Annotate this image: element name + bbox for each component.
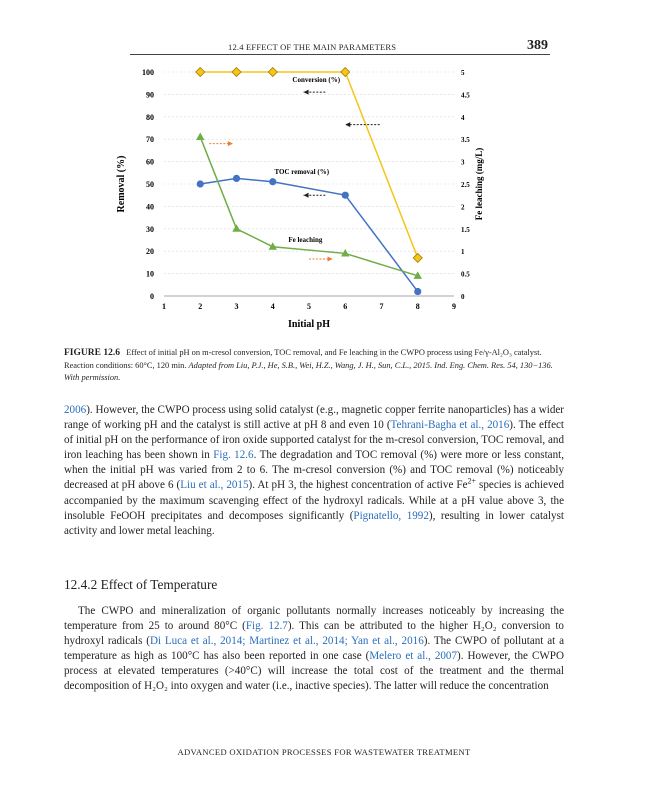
- caption-source: Adapted from Liu, P.J., He, S.B., Wei, H.Z., Wang, J. H., Sun, C.L., 2015. Ind. Eng. Chem. Res. 54, 130−136. With permission.: [64, 360, 553, 382]
- x-tick-label: 6: [343, 302, 348, 311]
- annotation-conversion: Conversion (%): [292, 76, 341, 85]
- y-right-tick-label: 4.5: [461, 91, 470, 100]
- y-right-tick-label: 0.5: [461, 270, 470, 279]
- y-right-axis-title: Fe leaching (mg/L): [474, 147, 484, 221]
- citation-link[interactable]: 2006: [64, 404, 87, 416]
- y-left-tick-label: 60: [146, 157, 154, 167]
- annotation-fe-leaching: Fe leaching: [288, 236, 323, 245]
- section-heading: 12.4.2 Effect of Temperature: [64, 577, 218, 592]
- x-tick-label: 4: [270, 302, 275, 311]
- x-tick-label: 2: [198, 302, 203, 311]
- y-left-tick-label: 80: [146, 112, 154, 122]
- toc-point: [233, 175, 240, 182]
- y-left-tick-label: 30: [146, 224, 154, 234]
- citation-link[interactable]: Di Luca et al., 2014; Martinez et al., 2014; Yan et al., 2016: [149, 635, 424, 648]
- arrow-left-axis-hint-head: [345, 122, 350, 127]
- x-tick-label: 1: [162, 302, 166, 311]
- y-left-tick-label: 50: [146, 180, 154, 189]
- y-right-tick-label: 1.5: [461, 225, 470, 234]
- y-right-tick-label: 1: [461, 248, 465, 257]
- citation-link[interactable]: Melero et al., 2007: [369, 650, 458, 663]
- x-tick-label: 7: [379, 302, 384, 311]
- y-right-tick-label: 4: [461, 113, 465, 122]
- fe-leaching-point: [232, 224, 240, 232]
- conversion-point: [341, 68, 350, 77]
- arrow-left-conversion-head: [304, 90, 309, 95]
- figure-label: FIGURE 12.6: [64, 348, 120, 358]
- text-run: . The degradation and TOC removal (%) were more or less constant, when the initial pH was varied from 2 to 6. The m-cresol conversion (%) and TOC removal (%) noticeably decreased at pH above 6 (: [64, 449, 564, 492]
- fe-leaching-point: [196, 132, 204, 140]
- text-run: species is achieved accompanied by the maximum scavenging effect of the hydroxyl radicals. While at a pH value above 3, the insoluble FeOOH precipitates and decomposes significantly (: [64, 479, 564, 522]
- text-run: ). However, the CWPO process at elevated temperatures (>40°C) will increase the total cost of the treatment and the thermal decomposition of H₂O₂ into oxygen and water (i.e., inactive species). The latter will reduce the concentration: [64, 650, 564, 693]
- y-left-tick-label: 20: [146, 247, 154, 257]
- text-run: The CWPO and mineralization of organic pollutants normally increases noticeably by increasing the temperature from 25 to around 80°C (: [64, 605, 564, 633]
- text-run: ), resulting in lower catalyst activity and lower metal leaching.: [64, 509, 565, 537]
- caption-text: Effect of initial pH on m-cresol conversion, TOC removal, and Fe leaching in the CWPO process using Fe/γ-Al₂O₃ catalyst. Reaction conditions: 60°C, 120 min.: [64, 348, 542, 370]
- toc-point: [269, 178, 276, 185]
- x-tick-label: 5: [307, 302, 311, 311]
- y-right-tick-label: 2: [461, 203, 465, 212]
- y-right-tick-label: 3: [461, 158, 465, 167]
- arrow-left-toc-head: [304, 193, 309, 198]
- figure-reference-link[interactable]: Fig. 12.7: [245, 620, 288, 633]
- y-right-tick-label: 5: [461, 69, 465, 77]
- y-left-tick-label: 100: [142, 68, 154, 77]
- text-run: ). The effect of initial pH on the performance of iron oxide supported catalyst for the m-cresol conversion, TOC removal, and iron leaching has been shown in: [64, 419, 564, 462]
- figure-caption: [64, 347, 564, 385]
- series-line-diamond: [200, 72, 418, 258]
- text-run: ). At pH 3, the highest concentration of active Fe: [248, 479, 468, 492]
- text-run: ). However, the CWPO process using solid catalyst (e.g., magnetic copper ferrite nanoparticles) has a wider range of working pH and the catalyst is still active at pH 8 and even 10 (: [64, 404, 564, 432]
- y-right-tick-label: 2.5: [461, 181, 470, 189]
- paragraph-2: [64, 604, 564, 695]
- header-rule: [130, 54, 550, 55]
- citation-link[interactable]: Tehrani-Bagha et al., 2016: [390, 419, 510, 432]
- x-tick-label: 3: [234, 302, 239, 311]
- arrow-right-orange-top-head: [228, 141, 233, 146]
- x-tick-label: 9: [452, 302, 456, 311]
- annotation-toc: TOC removal (%): [274, 167, 330, 176]
- y-left-tick-label: 70: [146, 135, 154, 145]
- running-title: 12.4 EFFECT OF THE MAIN PARAMETERS: [228, 42, 397, 52]
- series-line-circle: [200, 178, 418, 291]
- toc-point: [342, 192, 349, 199]
- y-left-tick-label: 90: [146, 90, 154, 100]
- page-number: 389: [527, 38, 548, 53]
- figure-reference-link[interactable]: Fig. 12.6: [213, 449, 254, 462]
- conversion-point: [268, 68, 277, 77]
- y-left-axis-title: Removal (%): [116, 155, 127, 213]
- text-run: ). The CWPO of pollutant at a temperature as high as 100°C has also been reported in one case (: [64, 635, 564, 663]
- y-left-tick-label: 10: [146, 269, 154, 279]
- arrow-right-fe-head: [328, 257, 333, 262]
- text-run: ). This can be attributed to the higher H₂O₂ conversion to hydroxyl radicals (: [64, 620, 564, 648]
- citation-link[interactable]: Liu et al., 2015: [180, 479, 249, 492]
- y-right-tick-label: 0: [461, 293, 465, 301]
- y-left-tick-label: 0: [150, 292, 154, 301]
- superscript-charge: 2+: [467, 476, 477, 486]
- conversion-point: [413, 253, 422, 262]
- conversion-point: [232, 68, 241, 77]
- paragraph-1: [64, 403, 564, 539]
- x-axis-title: Initial pH: [288, 319, 330, 330]
- y-left-tick-label: 40: [146, 202, 154, 212]
- conversion-point: [196, 68, 205, 77]
- y-right-tick-label: 3.5: [461, 136, 470, 145]
- x-tick-label: 8: [415, 302, 420, 311]
- citation-link[interactable]: Pignatello, 1992: [353, 509, 429, 522]
- toc-point: [197, 180, 204, 187]
- toc-point: [414, 288, 421, 295]
- figure-12-6-chart: [108, 60, 484, 335]
- running-footer: ADVANCED OXIDATION PROCESSES FOR WASTEWATER TREATMENT: [177, 747, 471, 757]
